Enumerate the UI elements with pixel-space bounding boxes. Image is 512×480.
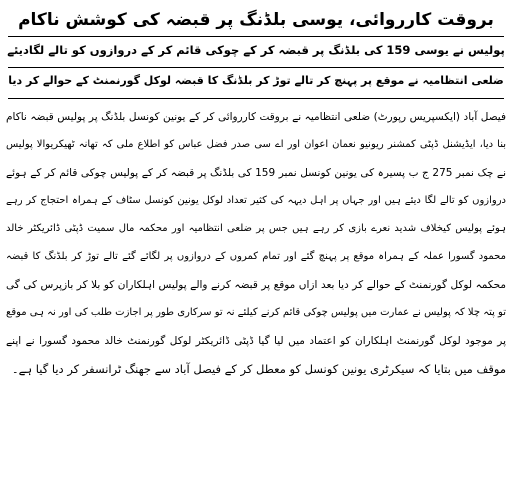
body-line: نے چک نمبر 275 ج ب پسیرہ کی یونین کونسل نمبر 159 کی بلڈنگ پر قبضہ کر کے پولیس چوکی قائم کر کے ہوئے (6, 167, 506, 179)
article-body (6, 103, 506, 383)
body-line: محمود گسورا عملہ کے ہمراہ موقع پر پہنچ گئے اور تمام کمروں کے دروازوں پر لگائے گئے تالے توڑ کر بلڈنگ کا قبضہ (6, 251, 506, 262)
body-line: دروازوں کو تالے لگا دیئے ہیں اور جہاں پر اہل دیہہ کی کثیر تعداد لوکل یونین کونسل سٹاف کے ہمراہ احتجاج کر رہے (6, 195, 506, 206)
body-line: فیصل آباد (ایکسپریس رپورٹ) ضلعی انتظامیہ نے بروقت کارروائی کر کے یونین کونسل بلڈنگ پر پولیس قبضہ ناکام (6, 111, 506, 123)
body-line: بنا دیا، ایڈیشنل ڈپٹی کمشنر ریونیو نعمان اعوان اور اے سی صدر فضل عباس کو اطلاع ملی کہ تھانہ ٹھیکریوالا پولیس (6, 139, 506, 150)
body-line: موقف میں بتایا کہ سیکرٹری یونین کونسل کو معطل کر کے فیصل آباد سے جھنگ ٹرانسفر کر دیا گیا ہے۔ (11, 362, 506, 376)
body-line: ہوئے پولیس کیخلاف شدید نعرے بازی کر رہے ہیں جس پر ضلعی انتظامیہ اور محکمہ مال سمیت ڈپٹی ڈائریکٹر خالد (6, 223, 506, 234)
body-line: پر موجود لوکل گورنمنٹ اہلکاران کو اعتماد میں لیا گیا ڈپٹی ڈائریکٹر لوکل گورنمنٹ خالد محمود گسورا نے اپنے (6, 335, 506, 347)
article-subheadline-2: ضلعی انتظامیہ نے موقع پر پہنچ کر تالے توڑ کر بلڈنگ کا قبضہ لوکل گورنمنٹ کے حوالے کر دیا (8, 74, 504, 87)
body-line: تو پتہ چلا کہ پولیس نے عمارت میں پولیس چوکی قائم کرنے کیلئے نہ تو سرکاری طور پر اجازت طلب کی اور نہ ہی موقع (6, 307, 506, 318)
divider-line (8, 98, 504, 99)
article-headline: بروقت کارروائی، یوسی بلڈنگ پر قبضہ کی کوشش ناکام (18, 10, 494, 30)
body-line: محکمہ لوکل گورنمنٹ کے حوالے کر دیا بعد ازاں موقع پر قبضہ کرنے والے پولیس اہلکاران کو بلا کر بازپرس کی گی (6, 279, 506, 291)
article-subheadline-1: پولیس نے یوسی 159 کی بلڈنگ پر قبضہ کر کے چوکی قائم کر کے دروازوں کو تالے لگادیئے (7, 43, 505, 57)
